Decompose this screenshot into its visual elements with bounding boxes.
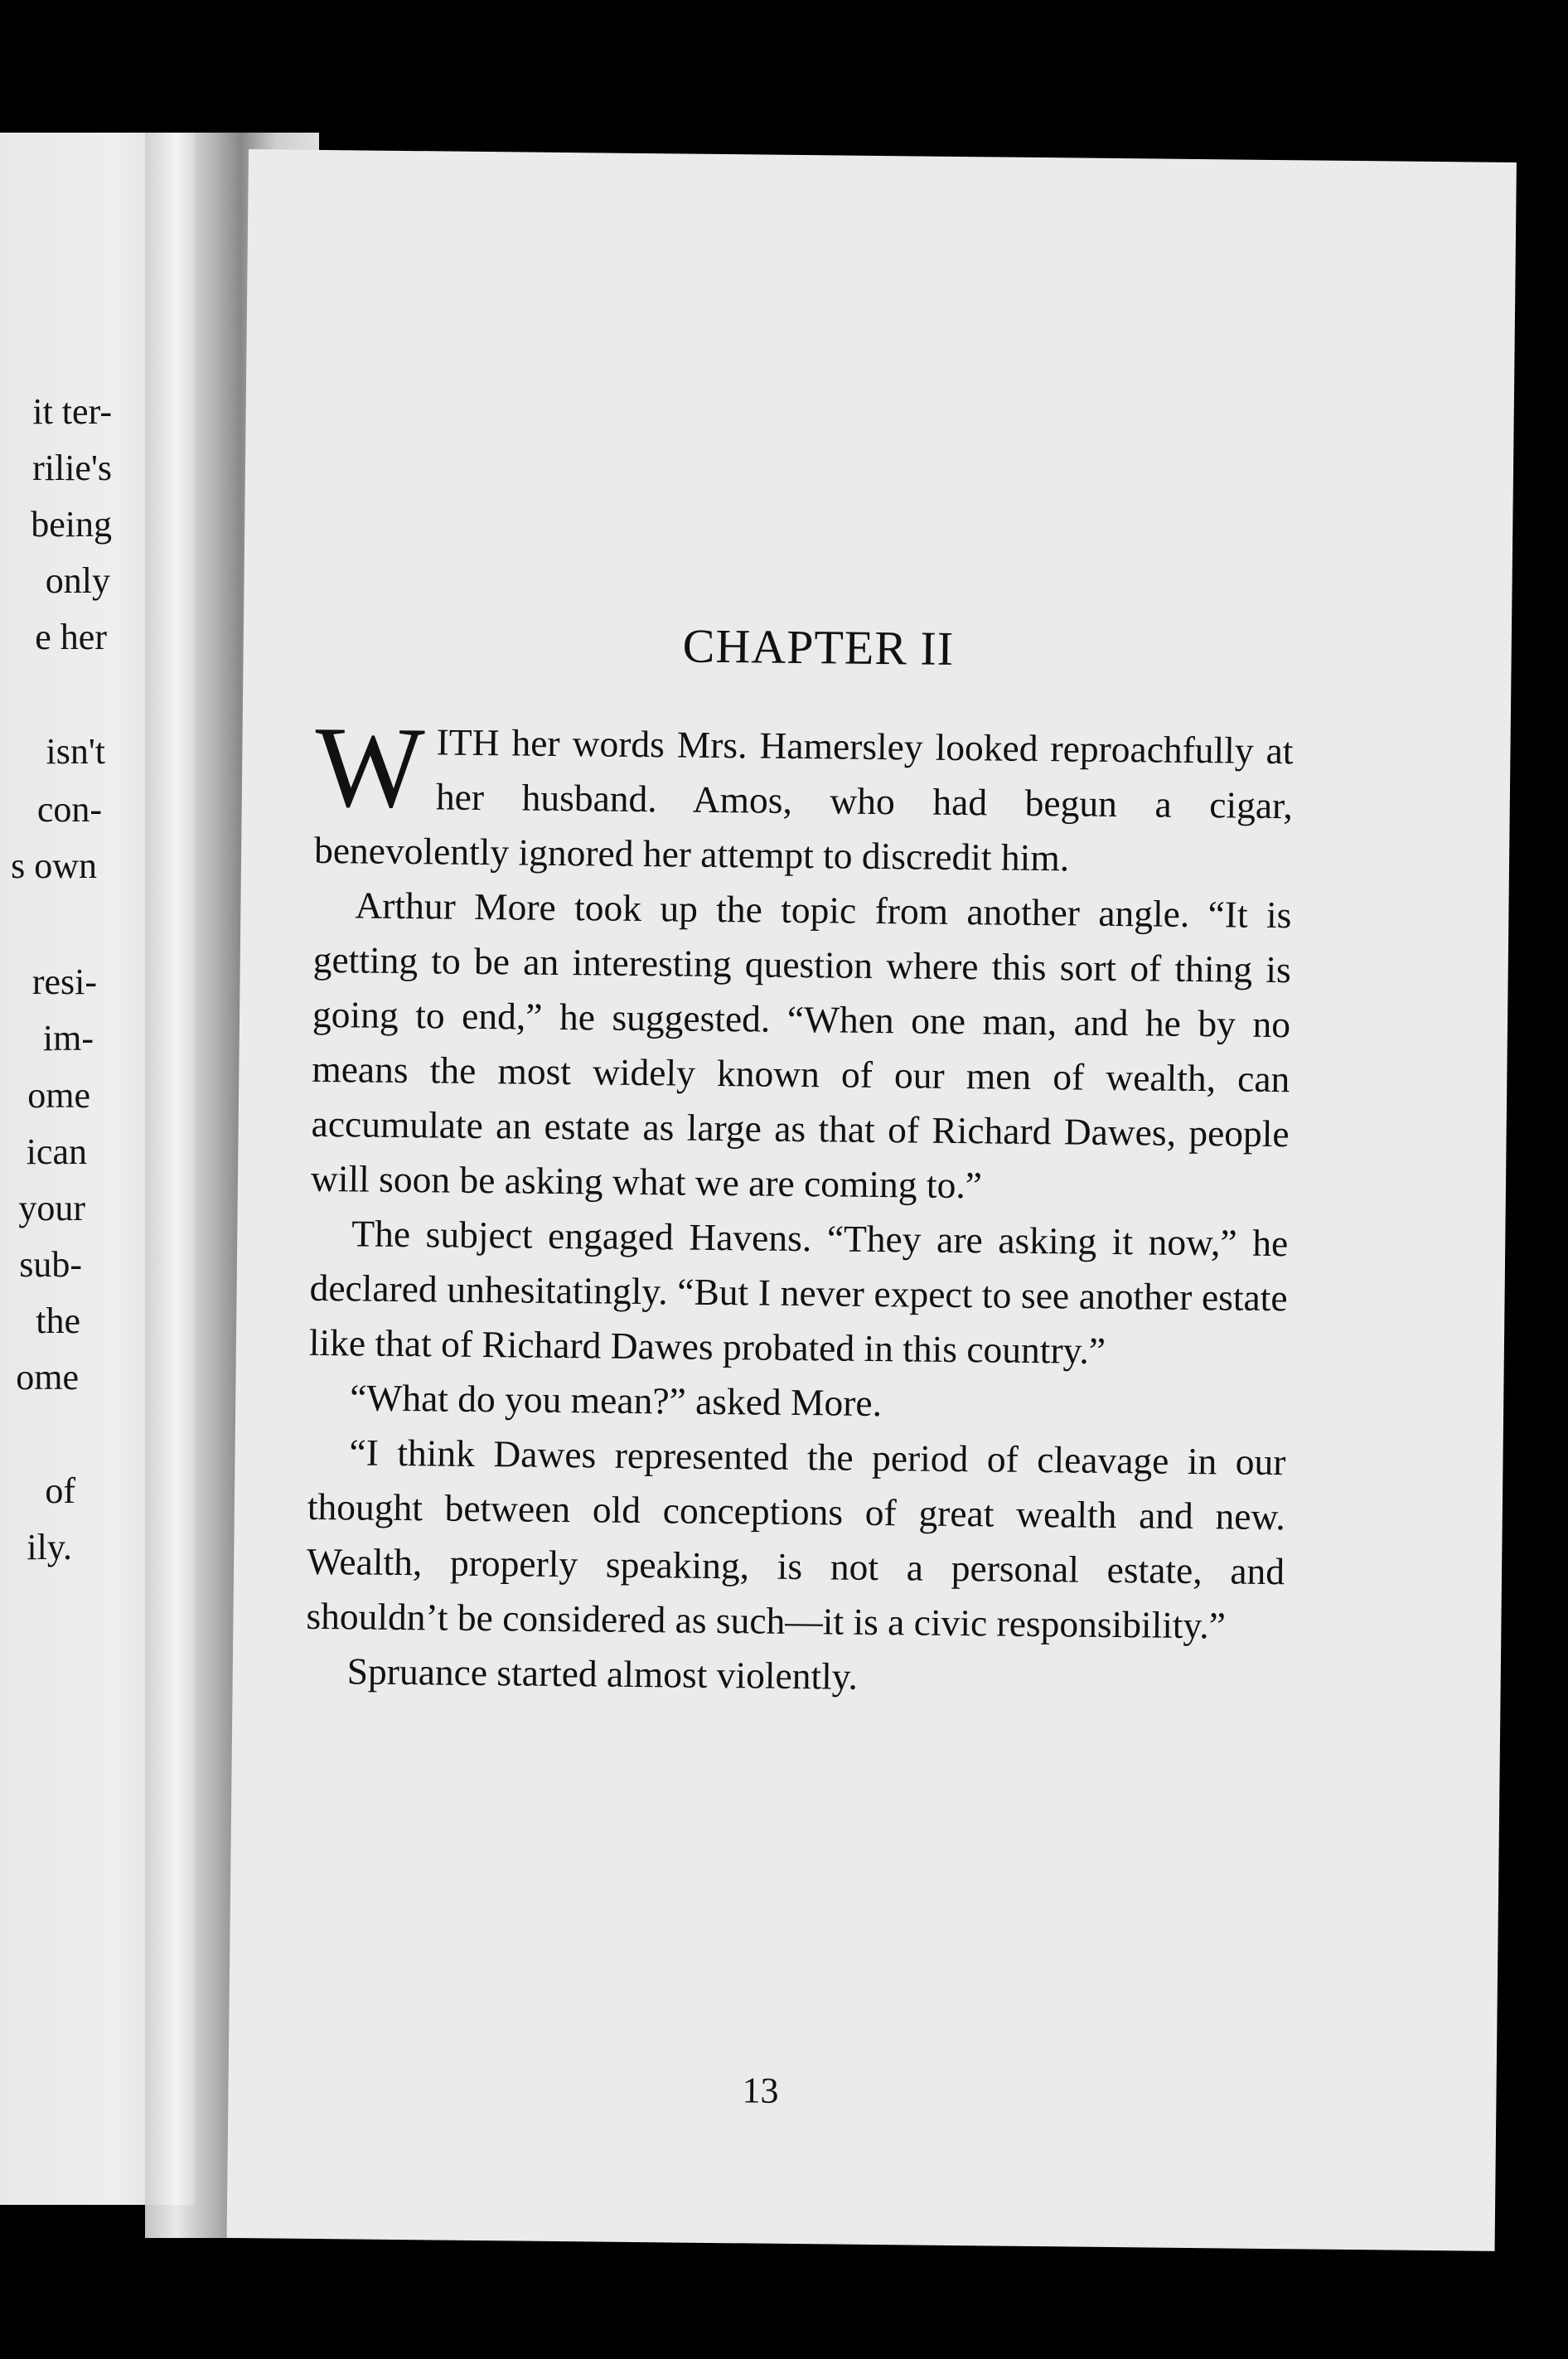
left-line: of bbox=[45, 1470, 75, 1511]
drop-cap: W bbox=[314, 702, 426, 833]
left-line: it ter- bbox=[32, 391, 112, 432]
left-line: im- bbox=[42, 1018, 94, 1058]
left-line: ican bbox=[26, 1131, 87, 1172]
left-line: con- bbox=[36, 789, 102, 830]
paragraph-1 bbox=[313, 702, 1294, 888]
chapter-text bbox=[305, 702, 1294, 1708]
left-line: resi- bbox=[31, 962, 97, 1002]
paragraph-5: “I think Dawes represented the period of cleavage in our thought between old conceptions of great wealth and new. Wealth, properly speaking, is not a personal estate, and shouldn’t be considered as such—it is a civic responsibility.” bbox=[306, 1431, 1286, 1647]
paragraph-4: “What do you mean?” asked More. bbox=[349, 1376, 883, 1425]
book-page bbox=[227, 149, 1517, 2251]
left-line: s own bbox=[11, 845, 97, 886]
chapter-title: CHAPTER II bbox=[682, 618, 955, 676]
paragraph-6: Spruance started almost violently. bbox=[346, 1649, 859, 1698]
left-line: isn't bbox=[46, 731, 105, 772]
left-line: ome bbox=[27, 1075, 90, 1116]
left-line: being bbox=[31, 504, 112, 545]
left-line: e her bbox=[35, 617, 107, 657]
left-line: ily. bbox=[27, 1527, 72, 1567]
paragraph-1-text: ITH her words Mrs. Hamersley looked reproachfully at her husband. Amos, who had begun a cigar, benevolently ignored her attempt to discredit him. bbox=[313, 720, 1294, 879]
left-line: ome bbox=[16, 1357, 79, 1397]
left-line: the bbox=[36, 1301, 80, 1341]
left-line: your bbox=[18, 1188, 85, 1228]
left-line: rilie's bbox=[32, 448, 112, 488]
paragraph-2: Arthur More took up the topic from another angle. “It is getting to be an interesting question where this sort of thing is going to end,” he suggested. “When one man, and he by no means the most widely known of our men of wealth, can accumulate an estate as large as that of Richard Dawes, people will soon be asking what we are coming to.” bbox=[310, 884, 1292, 1207]
left-line: only bbox=[45, 560, 110, 601]
paragraph-3: The subject engaged Havens. “They are asking it now,” he declared unhesitatingly. “But I never expect to see another estate like that of Richard Dawes probated in this country.” bbox=[308, 1212, 1289, 1372]
left-line: sub- bbox=[19, 1244, 82, 1285]
page-number: 13 bbox=[742, 2070, 779, 2111]
